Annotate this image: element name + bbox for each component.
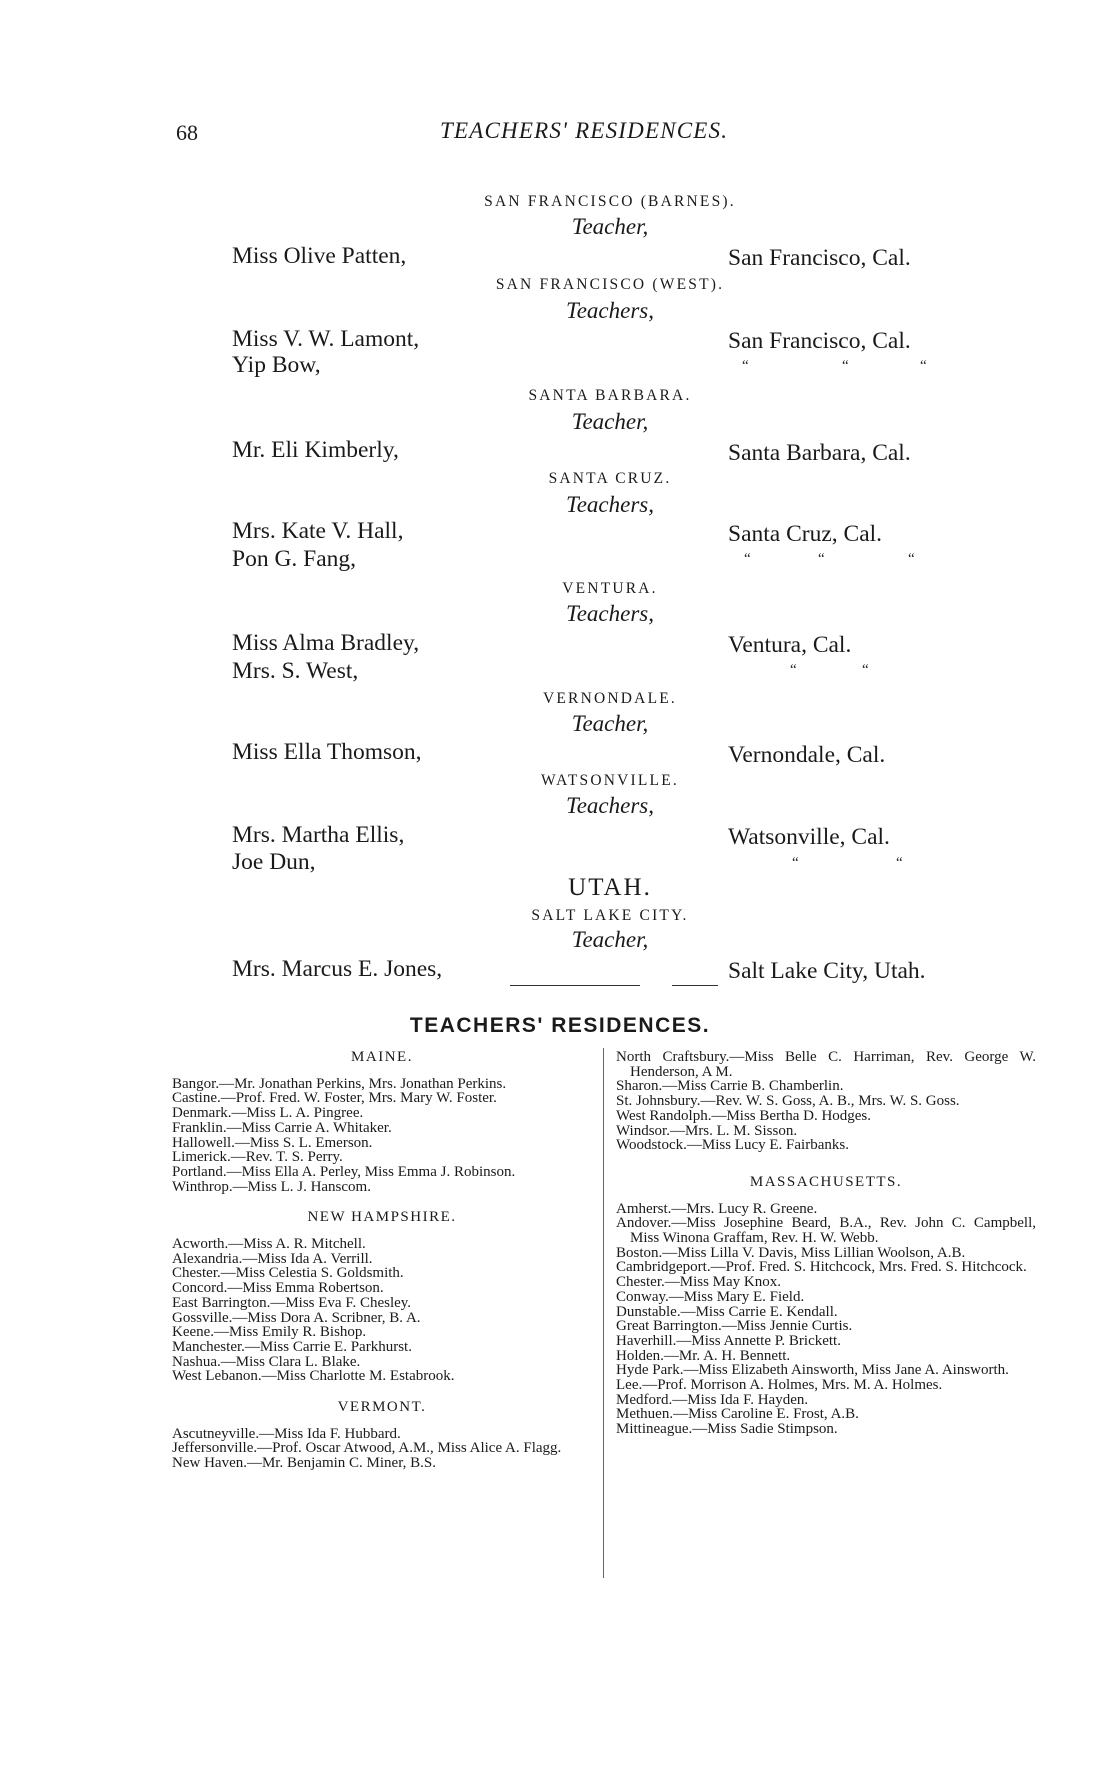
teacher-name: Yip Bow, <box>232 352 321 378</box>
residence: San Francisco, Cal. <box>728 245 911 271</box>
teacher-name: Mrs. Marcus E. Jones, <box>232 956 443 982</box>
residence-entry: North Craftsbury.—Miss Belle C. Harriman, Rev. George W. Henderson, A M. <box>616 1049 1036 1080</box>
residence-entry: Hyde Park.—Miss Elizabeth Ainsworth, Miss Jane A. Ainsworth. <box>616 1362 1009 1379</box>
residence-entry: St. Johnsbury.—Rev. W. S. Goss, A. B., Mrs. W. S. Goss. <box>616 1093 960 1110</box>
residence: Santa Barbara, Cal. <box>728 440 911 466</box>
location-heading: VENTURA. <box>562 580 658 597</box>
residence-entry: Acworth.—Miss A. R. Mitchell. <box>172 1236 366 1253</box>
residence-entry: West Randolph.—Miss Bertha D. Hodges. <box>616 1107 872 1124</box>
ditto-mark: “ <box>862 662 870 678</box>
residence-entry: Boston.—Miss Lilla V. Davis, Miss Lillian Woolson, A.B. <box>616 1244 966 1261</box>
residence-entry: Conway.—Miss Mary E. Field. <box>616 1288 805 1305</box>
teacher-name: Miss Alma Bradley, <box>232 630 420 656</box>
residence-entry: New Haven.—Mr. Benjamin C. Miner, B.S. <box>172 1455 436 1472</box>
residence-entry: Hallowell.—Miss S. L. Emerson. <box>172 1134 373 1151</box>
location-heading: SANTA CRUZ. <box>548 470 672 487</box>
residence-entry: Holden.—Mr. A. H. Bennett. <box>616 1347 791 1364</box>
role-label: Teacher, <box>571 214 649 239</box>
teacher-name: Joe Dun, <box>232 849 316 875</box>
ditto-mark: “ <box>818 551 826 567</box>
role-label: Teacher, <box>571 409 649 434</box>
residence: Salt Lake City, Utah. <box>728 958 926 984</box>
residence-entry: Manchester.—Miss Carrie E. Parkhurst. <box>172 1338 412 1355</box>
location-heading: SALT LAKE CITY. <box>531 907 689 924</box>
residence-entry: Methuen.—Miss Caroline E. Frost, A.B. <box>616 1406 859 1423</box>
residence-entry: West Lebanon.—Miss Charlotte M. Estabrook. <box>172 1368 455 1385</box>
role-label: Teachers, <box>566 601 654 626</box>
ditto-mark: “ <box>842 358 850 374</box>
ditto-mark: “ <box>792 855 800 871</box>
residence-entry: Great Barrington.—Miss Jennie Curtis. <box>616 1318 853 1335</box>
ditto-mark: “ <box>744 551 752 567</box>
role-label: Teacher, <box>571 927 649 952</box>
residence-entry: Mittineague.—Miss Sadie Stimpson. <box>616 1421 838 1438</box>
role-label: Teachers, <box>566 492 654 517</box>
residence-entry: Bangor.—Mr. Jonathan Perkins, Mrs. Jonathan Perkins. <box>172 1075 507 1092</box>
residence-entry: Woodstock.—Miss Lucy E. Fairbanks. <box>616 1137 849 1154</box>
left-column <box>172 1050 592 1471</box>
residence-entry: Castine.—Prof. Fred. W. Foster, Mrs. Mary W. Foster. <box>172 1090 497 1107</box>
teacher-name: Mr. Eli Kimberly, <box>232 437 399 463</box>
ditto-mark: “ <box>896 855 904 871</box>
residence: Ventura, Cal. <box>728 632 852 658</box>
residence-entry: Cambridgeport.—Prof. Fred. S. Hitchcock, Mrs. Fred. S. Hitchcock. <box>616 1259 1027 1276</box>
residence-entry: Denmark.—Miss L. A. Pingree. <box>172 1105 364 1122</box>
location-heading: SAN FRANCISCO (WEST). <box>495 276 725 293</box>
page-number: 68 <box>176 120 198 145</box>
location-heading: WATSONVILLE. <box>541 772 679 789</box>
residence-entry: Keene.—Miss Emily R. Bishop. <box>172 1324 367 1341</box>
residence-entry: Amherst.—Mrs. Lucy R. Greene. <box>616 1200 818 1217</box>
residence-entry: Chester.—Miss May Knox. <box>616 1274 781 1291</box>
role-label: Teachers, <box>566 793 654 818</box>
residence-entry: Andover.—Miss Josephine Beard, B.A., Rev. John C. Campbell, Miss Winona Graffam, Rev. H. W. Webb. <box>616 1215 1036 1247</box>
residence-entry: Dunstable.—Miss Carrie E. Kendall. <box>616 1303 838 1320</box>
residence-entry: Ascutneyville.—Miss Ida F. Hubbard. <box>172 1425 401 1442</box>
residence: Santa Cruz, Cal. <box>728 521 883 547</box>
residence-entry: Franklin.—Miss Carrie A. Whitaker. <box>172 1119 392 1136</box>
leader-line <box>672 985 718 986</box>
ditto-mark: “ <box>920 358 928 374</box>
teacher-name: Miss Olive Patten, <box>232 243 407 269</box>
location-heading: VERNONDALE. <box>543 690 677 707</box>
state-heading: UTAH. <box>568 874 652 901</box>
state-heading-massachusetts: MASSACHUSETTS. <box>749 1173 903 1190</box>
residence: Vernondale, Cal. <box>728 742 886 768</box>
residence-entry: Windsor.—Mrs. L. M. Sisson. <box>616 1122 798 1139</box>
teacher-name: Pon G. Fang, <box>232 546 357 572</box>
residence-entry: Chester.—Miss Celestia S. Goldsmith. <box>172 1265 404 1282</box>
teacher-name: Miss Ella Thomson, <box>232 739 422 765</box>
residence-entry: Nashua.—Miss Clara L. Blake. <box>172 1353 361 1370</box>
state-heading-maine: MAINE. <box>351 1049 413 1065</box>
residence-entry: Portland.—Miss Ella A. Perley, Miss Emma J. Robinson. <box>172 1163 516 1180</box>
teacher-name: Mrs. Kate V. Hall, <box>232 518 404 544</box>
location-heading: SANTA BARBARA. <box>528 387 692 404</box>
residence-entry: Concord.—Miss Emma Robertson. <box>172 1280 384 1297</box>
teacher-name: Mrs. S. West, <box>232 658 359 684</box>
residence-entry: Lee.—Prof. Morrison A. Holmes, Mrs. M. A. Holmes. <box>616 1377 943 1394</box>
location-heading: SAN FRANCISCO (BARNES). <box>484 193 736 210</box>
state-heading-new-hampshire: NEW HAMPSHIRE. <box>307 1209 457 1226</box>
residence-entry: Haverhill.—Miss Annette P. Brickett. <box>616 1332 841 1349</box>
residence-entry: Gossville.—Miss Dora A. Scribner, B. A. <box>172 1309 421 1326</box>
ditto-mark: “ <box>908 551 916 567</box>
residence-entry: Jeffersonville.—Prof. Oscar Atwood, A.M., Miss Alice A. Flagg. <box>172 1440 562 1457</box>
column-divider <box>603 1048 604 1578</box>
leader-line <box>510 985 640 986</box>
residence: San Francisco, Cal. <box>728 328 911 354</box>
running-head: TEACHERS' RESIDENCES. <box>440 118 729 143</box>
residence-entry: Medford.—Miss Ida F. Hayden. <box>616 1391 809 1408</box>
ditto-mark: “ <box>742 358 750 374</box>
ditto-mark: “ <box>790 662 798 678</box>
residence-entry: Winthrop.—Miss L. J. Hanscom. <box>172 1178 371 1195</box>
section-title: TEACHERS' RESIDENCES. <box>409 1014 711 1037</box>
residence-entry: Sharon.—Miss Carrie B. Chamberlin. <box>616 1078 844 1095</box>
state-heading-vermont: VERMONT. <box>337 1399 427 1416</box>
role-label: Teacher, <box>571 711 649 736</box>
residence: Watsonville, Cal. <box>728 824 890 850</box>
residence-entry: Alexandria.—Miss Ida A. Verrill. <box>172 1250 373 1267</box>
residence-entry: East Barrington.—Miss Eva F. Chesley. <box>172 1294 412 1311</box>
teacher-name: Miss V. W. Lamont, <box>232 326 420 352</box>
role-label: Teachers, <box>566 298 654 323</box>
right-column <box>616 1050 1036 1437</box>
teacher-name: Mrs. Martha Ellis, <box>232 822 405 848</box>
residence-entry: Limerick.—Rev. T. S. Perry. <box>172 1149 343 1166</box>
